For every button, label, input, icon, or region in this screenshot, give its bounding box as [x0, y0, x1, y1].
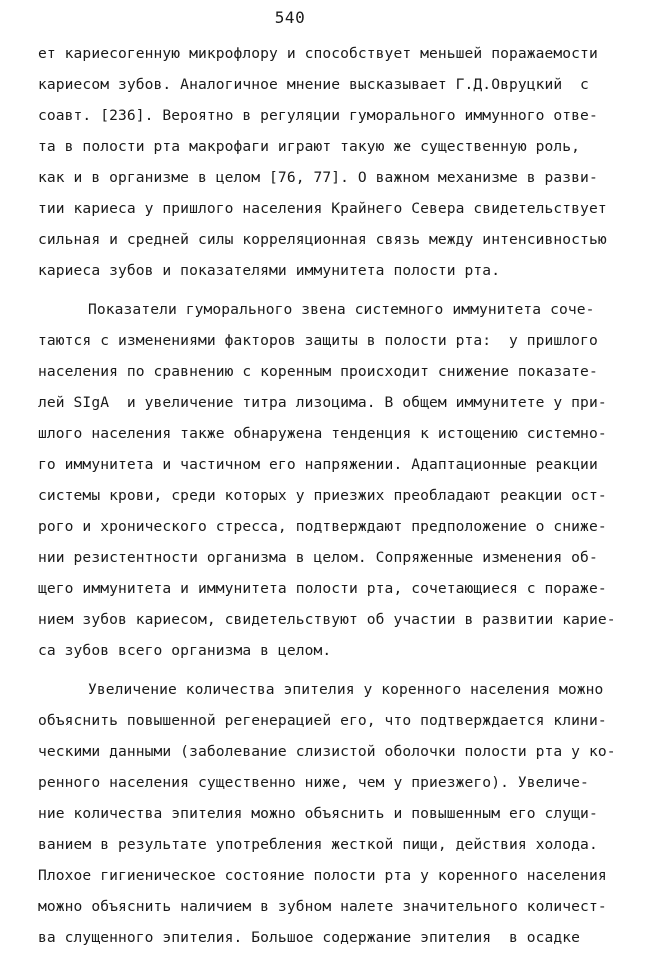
text-line: щего иммунитета и иммунитета полости рта, сочетающиеся с пораже- — [38, 580, 607, 597]
text-line: ческими данными (заболевание слизистой оболочки полости рта у ко- — [38, 743, 616, 760]
text-line: нием зубов кариесом, свидетельствуют об участии в развитии карие- — [38, 611, 616, 628]
text-line: объяснить повышенной регенерацией его, что подтверждается клини- — [38, 712, 607, 729]
text-line: системы крови, среди которых у приезжих преобладают реакции ост- — [38, 487, 607, 504]
text-line: ренного населения существенно ниже, чем у приезжего). Увеличе- — [38, 774, 589, 791]
paragraph-first-line: Увеличение количества эпителия у коренного населения можно — [88, 681, 604, 698]
text-line: та в полости рта макрофаги играют такую же существенную роль, — [38, 138, 581, 155]
text-line: можно объяснить наличием в зубном налете значительного количест- — [38, 898, 607, 915]
text-line: соавт. [236]. Вероятно в регуляции гуморального иммунного отве- — [38, 107, 598, 124]
text-line: как и в организме в целом [76, 77]. О важном механизме в разви- — [38, 169, 598, 186]
text-line: ванием в результате употребления жесткой пищи, действия холода. — [38, 836, 598, 853]
text-line: ва слущенного эпителия. Большое содержание эпителия в осадке — [38, 929, 581, 946]
text-line: го иммунитета и частичном его напряжении. Адаптационные реакции — [38, 456, 598, 473]
text-line: кариеса зубов и показателями иммунитета полости рта. — [38, 262, 501, 279]
text-line: рого и хронического стресса, подтверждают предположение о сниже- — [38, 518, 607, 535]
text-line: Плохое гигиеническое состояние полости рта у коренного населения — [38, 867, 607, 884]
text-line: ние количества эпителия можно объяснить и повышенным его слущи- — [38, 805, 598, 822]
text-line: са зубов всего организма в целом. — [38, 642, 332, 659]
paragraph-first-line: Показатели гуморального звена системного иммунитета соче- — [88, 301, 595, 318]
text-line: населения по сравнению с коренным происходит снижение показате- — [38, 363, 598, 380]
text-line: шлого населения также обнаружена тенденция к истощению системно- — [38, 425, 607, 442]
text-line: таются с изменениями факторов защиты в полости рта: у пришлого — [38, 332, 598, 349]
text-line: ет кариесогенную микрофлору и способствует меньшей поражаемости — [38, 45, 598, 62]
text-line: тии кариеса у пришлого населения Крайнего Севера свидетельствует — [38, 200, 607, 217]
text-line: нии резистентности организма в целом. Сопряженные изменения об- — [38, 549, 598, 566]
text-line: лей SIgA и увеличение титра лизоцима. В общем иммунитете у при- — [38, 394, 607, 411]
page-number: 540 — [274, 8, 306, 27]
text-line: сильная и средней силы корреляционная связь между интенсивностью — [38, 231, 607, 248]
text-line: кариесом зубов. Аналогичное мнение высказывает Г.Д.Овруцкий с — [38, 76, 589, 93]
